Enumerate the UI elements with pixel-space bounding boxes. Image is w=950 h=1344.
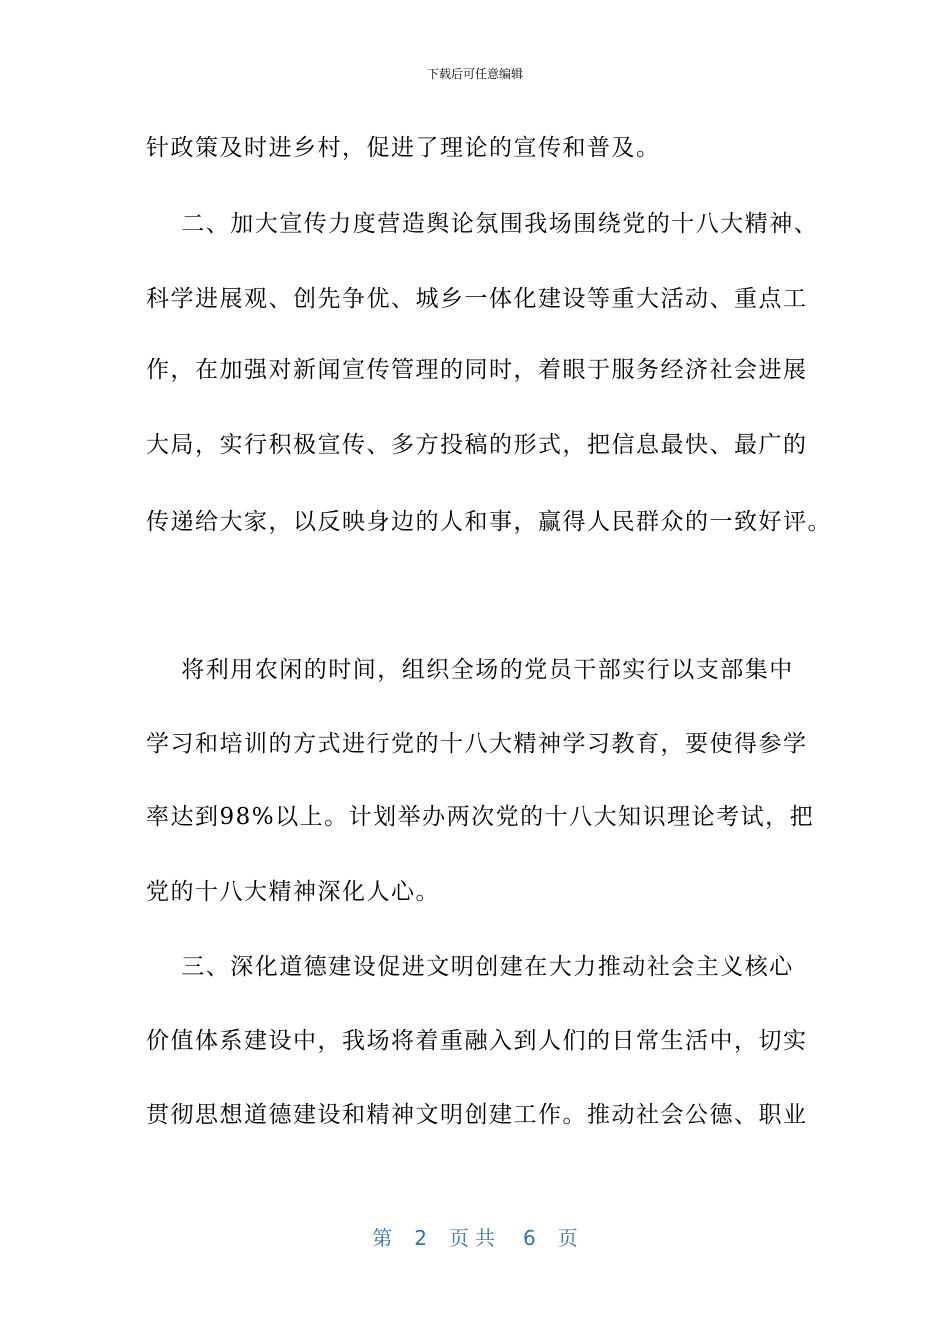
paragraph-2-line-3: 作，在加强对新闻宣传管理的同时，着眼于服务经济社会进展 <box>146 357 808 383</box>
paragraph-1-line-1: 针政策及时进乡村，促进了理论的宣传和普及。 <box>146 135 661 161</box>
paragraph-4-line-3: 贯彻思想道德建设和精神文明创建工作。推动社会公德、职业 <box>146 1102 808 1128</box>
footer-middle: 页共 <box>449 1226 501 1250</box>
footer-total-pages: 6 <box>523 1226 536 1250</box>
paragraph-4-line-1: 三、深化道德建设促进文明创建在大力推动社会主义核心 <box>146 954 794 980</box>
paragraph-2-line-2: 科学进展观、创先争优、城乡一体化建设等重大活动、重点工 <box>146 286 808 312</box>
header-note: 下载后可任意编辑 <box>426 67 523 81</box>
footer-page-number: 2 <box>414 1226 427 1250</box>
footer-suffix: 页 <box>557 1226 578 1250</box>
page-footer <box>0 1224 950 1252</box>
paragraph-3-line-2: 学习和培训的方式进行党的十八大精神学习教育，要使得参学 <box>146 731 808 757</box>
paragraph-2-line-4: 大局，实行积极宣传、多方投稿的形式，把信息最快、最广的 <box>146 432 808 458</box>
footer-prefix: 第 <box>372 1226 393 1250</box>
paragraph-2-line-5: 传递给大家，以反映身边的人和事，赢得人民群众的一致好评。 <box>146 509 832 535</box>
paragraph-3-line-3: 率达到98%以上。计划举办两次党的十八大知识理论考试，把 <box>146 804 815 830</box>
paragraph-2-line-1: 二、加大宣传力度营造舆论氛围我场围绕党的十八大精神、 <box>146 211 819 237</box>
paragraph-3-line-1: 将利用农闲的时间，组织全场的党员干部实行以支部集中 <box>146 657 794 683</box>
paragraph-3-line-4: 党的十八大精神深化人心。 <box>146 879 440 905</box>
paragraph-4-line-2: 价值体系建设中，我场将着重融入到人们的日常生活中，切实 <box>146 1028 808 1054</box>
